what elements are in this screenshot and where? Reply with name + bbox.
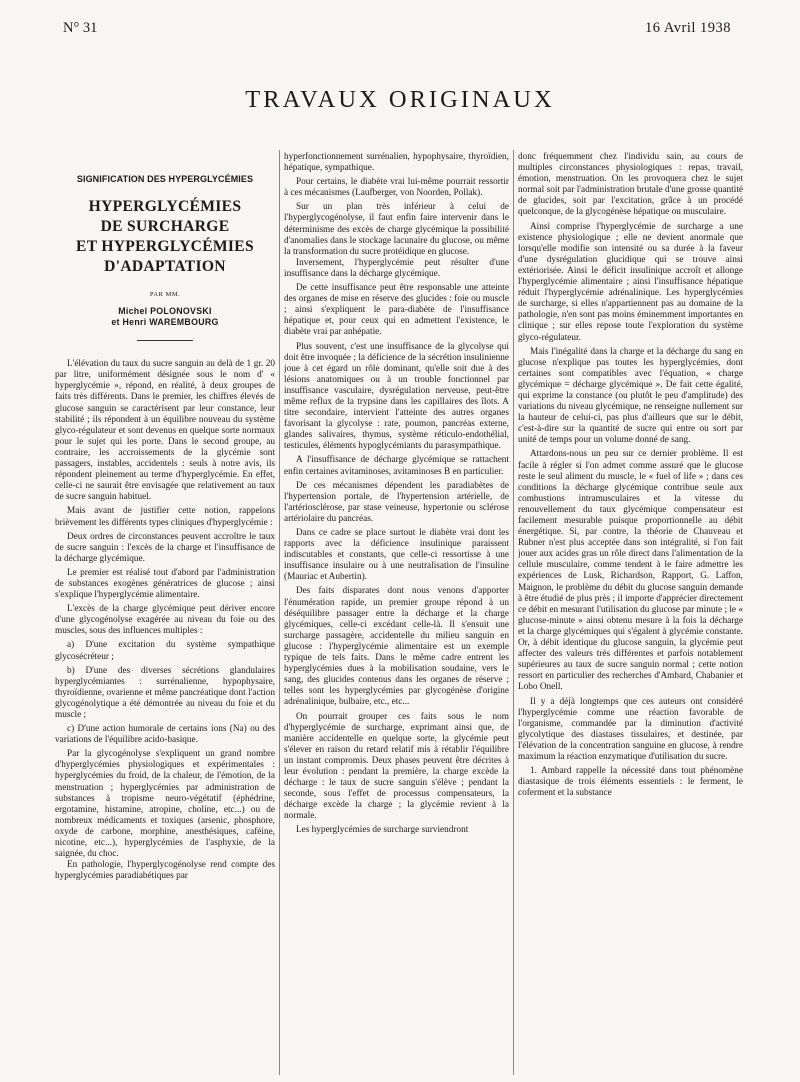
issue-number: N° 31 [63, 20, 98, 36]
paragraph: Des faits disparates dont nous venons d'apporter l'énumération rapide, un premier groupe répond à un déséquilibre passager entre la décharge et la charge glycémiques, celle-ci excédant celle-là. Il s'ensuit une surcharge passagère, accidentelle du milieu sanguin en glucose : l'hyperglycémie alimentaire est un exemple typique de tels faits. Dans le même cadre entrent les hyperglycémies dues à la mobilisation soudaine, vers le sang, des glucides contenus dans les organes de réserve ; telles sont les hyperglycémies par glycogénèse d'origine adrénalinique, bulbaire, etc., etc... [284, 586, 509, 708]
paragraph: Ainsi comprise l'hyperglycémie de surcharge a une existence physiologique ; elle ne devient anormale que lorsqu'elle modifie son intensité ou sa durée à la faveur d'une dysrégulation glucidique qui se trouve ainsi extériorisée. Ainsi le déficit insulinique accroît et allonge l'hyperglycémie alimentaire ; ainsi l'insuffisance hépatique réduit l'hyperglycémie adrénalinique. Les hyperglycémies de surcharge, si elles n'appartiennent pas au domaine de la pathologie, n'en sont pas moins éminemment importantes en clinique ; sur elles repose toute l'exploration du système glyco-régulateur. [518, 221, 743, 343]
column-3 [518, 152, 743, 1064]
column-1 [55, 163, 275, 1075]
section-title: TRAVAUX ORIGINAUX [245, 86, 555, 113]
author-1: Michel POLONOVSKI [118, 306, 212, 317]
column-1-body [55, 359, 275, 882]
paragraph: A l'insuffisance de décharge glycémique se rattachent enfin certaines avitaminoses, avitaminoses B en particulier. [284, 455, 509, 477]
paragraph: Le premier est réalisé tout d'abord par l'administration de substances exogènes génératrices de glucose ; ainsi s'explique l'hyperglycémie alimentaire. [55, 567, 275, 601]
paragraph: Il y a déjà longtemps que ces auteurs ont considéré l'hyperglycémie comme une réaction favorable de l'organisme, commandée par la diminution d'activité glycolytique des diastases tissulaires, et destinée, par l'élévation de la concentration sanguine en glucose, à rendre maximum la réaction enzymatique d'utilisation du sucre. [518, 696, 743, 762]
column-rule-2 [513, 150, 514, 1075]
issue-date: 16 Avril 1938 [645, 20, 731, 36]
author-2: et Henri WAREMBOURG [111, 317, 219, 328]
title-divider [137, 340, 193, 341]
column-2 [284, 152, 509, 1064]
paragraph: De cette insuffisance peut être responsable une atteinte des organes de mise en réserve des glucides : foie ou muscle ; ainsi s'expliquent le para-diabète de l'insuffisance hépatique et, pour ceux qui en admettent l'existence, le diabète vrai par anhépatie. [284, 283, 509, 338]
paragraph: Attardons-nous un peu sur ce dernier problème. Il est facile à régler si l'on admet comme assuré que le glucose reste le seul aliment du muscle, le « fuel of life » ; dans ces conditions la décharge glycémique contribue seule aux combustions intramusculaires et la vitesse du renouvellement du taux glycémique compensateur est facilement mesurable puisque proportionnelle au débit énergétique. Si, par contre, la théorie de Chauveau et Rubner n'est plus acceptée dans son intégralité, si l'on fait jouer aux acides gras un rôle direct dans l'alimentation de la cellule musculaire, comme tendent à le faire admettre les expériences de Lusk, Richardson, Rapport, G. Laffon, Maignon, le problème du débit du glucose sanguin demande à être étudié de plus près ; il importe d'apprécier directement ce débit en mesurant l'utilisation du glucose par minute ; le « glucose-minute » ainsi obtenu mesure à la fois la décharge et la charge glycémiques qui s'égalent à glycémie constante. Or, à débit identique du glucose sanguin, la glycémie peut affecter des valeurs très différentes et parfois notablement supérieures au taux de sucre sanguin normal ; cette notion ressort en particulier des recherches d'Ambard, Chabanier et Lobo Onell. [518, 449, 743, 693]
paragraph: 1. Ambard rappelle la nécessité dans tout phénomène diastasique de trois éléments essentiels : le ferment, le coferment et la substance [518, 766, 743, 799]
paragraph: L'élévation du taux du sucre sanguin au delà de 1 gr. 20 par litre, uniformément désignée sous le nom d' « hyperglycémie », répond, en réalité, à deux groupes de faits très différents. Dans le premier, les chiffres élevés de glucose sanguin se caractérisent par leur constance, leur stabilité ; ils répondent à un équilibre nouveau du système glyco-régulateur et sont devenus en quelque sorte normaux pour le sujet qui les porte. Dans le second groupe, au contraire, les accroissements de la glycémie sont passagers, instables, accidentels : seuls à notre avis, ils répondent pleinement au terme d'hyperglycémie. En effet, celle-ci ne saurait être envisagée que relativement au taux de sucre sanguin habituel. [55, 359, 275, 503]
paragraph: Mais l'inégalité dans la charge et la décharge du sang en glucose n'explique pas toutes les hyperglycémies, dont certaines sont compatibles avec l'équation, « charge glycémique = décharge glycémique ». De fait cette égalité, qui exprime la constance (ou plutôt le peu d'amplitude) des variations du niveau glycémique, ne renseigne nullement sur la hauteur de celui-ci, pas plus d'ailleurs que sur le débit, c'est-à-dire sur la quantité de sucre qui entre ou sort par unité de temps pour un volume donné de sang. [518, 346, 743, 446]
article-title-line: ET HYPERGLYCÉMIES [76, 238, 254, 256]
page-header [63, 20, 731, 40]
paragraph: Inversement, l'hyperglycémie peut résulter d'une insuffisance dans la décharge glycémique. [284, 257, 509, 279]
article-title-line: DE SURCHARGE [100, 218, 230, 236]
paragraph: donc fréquemment chez l'individu sain, au cours de multiples circonstances physiologiques : repas, travail, émotion, menstruation. On les provoquera chez le sujet normal soit par l'administration brutale d'une grosse quantité de glucides, soit par l'excitation, grâce à un procédé quelconque, de la glycogénèse hépatique ou musculaire. [518, 152, 743, 218]
byline-par: PAR MM. [149, 291, 181, 299]
paragraph: hyperfonctionnement surrénalien, hypophysaire, thyroïdien, hépatique, sympathique. [284, 152, 509, 174]
paragraph: c) D'une action humorale de certains ions (Na) ou des variations de l'équilibre acido-basique. [55, 724, 275, 746]
paragraph: De ces mécanismes dépendent les paradiabètes de l'hypertension portale, de l'hypertension artérielle, de l'artériosclérose, par stase veineuse, hypertonie ou sclérose artériolaire du pancréas. [284, 480, 509, 524]
paragraph: Mais avant de justifier cette notion, rappelons brièvement les différents types cliniques d'hyperglycémie : [55, 506, 275, 528]
paragraph: On pourrait grouper ces faits sous le nom d'hyperglycémie de surcharge, exprimant ainsi que, de manière accidentelle en quelque sorte, la glycémie peut s'élever en raison du retard relatif mis à rétablir l'équilibre un instant compromis. Deux phases peuvent être décrites à leur évolution : pendant la première, la charge excède la décharge : le taux de sucre sanguin s'élève ; pendant la seconde, sous l'effet de processus compensateurs, la décharge excède la charge ; la glycémie revient à la normale. [284, 711, 509, 822]
paragraph: Pour certains, le diabète vrai lui-même pourrait ressortir à ces mécanismes (Laufberger, von Noorden, Pollak). [284, 177, 509, 199]
paragraph: Plus souvent, c'est une insuffisance de la glycolyse qui doit être invoquée ; la déficience de la sécrétion insulinienne joue à cet égard un rôle dominant, qu'elle soit due à des lésions anatomiques ou à un trouble fonctionnel par insuffisance vasculaire, dysrégulation nerveuse, peut-être même reflux de la trypsine dans les capillaires des îlots. A titre secondaire, intervient l'atteinte des autres organes favorisant la glycolyse : rate, poumon, pancréas externe, glandes salivaires, thymus, système réticulo-endothélial, testicules, éléments hypoglycémiants du parasympathique. [284, 341, 509, 452]
paragraph: a) D'une excitation du système sympathique glycosécréteur ; [55, 640, 275, 662]
paragraph: L'excès de la charge glycémique peut dériver encore d'une glycogénolyse exagérée au niveau du foie ou des muscles, sous des influences multiples : [55, 604, 275, 637]
paragraph: b) D'une des diverses sécrétions glandulaires hyperglycémiantes : surrénalienne, hypophysaire, thyroïdienne, ovarienne et même pancréatique dont l'action glycogénolytique a été démontrée au niveau du foie et du muscle ; [55, 665, 275, 720]
article-kicker: SIGNIFICATION DES HYPERGLYCÉMIES [76, 174, 254, 184]
article-title-line: HYPERGLYCÉMIES [88, 198, 242, 216]
paragraph: Deux ordres de circonstances peuvent accroître le taux de sucre sanguin : l'excès de la charge et l'insuffisance de la décharge glycémique. [55, 531, 275, 564]
paragraph: Par la glycogénolyse s'expliquent un grand nombre d'hyperglycémies physiologiques et expérimentales : hyperglycémies du froid, de la chaleur, de l'émotion, de la menstruation ; hyperglycémies par administration de substances à tropisme neuro-végétatif (éphédrine, ergotamine, histamine, atropine, choline, etc...) ou de nombreux médicaments et toxiques (arsenic, phosphore, oxyde de carbone, morphine, anesthésiques, caféine, nicotine, etc...), hyperglycémies de l'asphyxie, de la saignée, du choc. [55, 749, 275, 860]
paragraph: En pathologie, l'hyperglycogénolyse rend compte des hyperglycémies paradiabétiques par [55, 860, 275, 882]
article-title [55, 197, 275, 277]
paragraph: Dans ce cadre se place surtout le diabète vrai dont les rapports avec la déficience insulinique paraissent indiscutables et constants, que celle-ci ressortisse à une insuffisance insulaire ou à une neutralisation de l'insuline (Mauriac et Aubertin). [284, 528, 509, 583]
article-title-line: D'ADAPTATION [104, 258, 226, 276]
column-rule-1 [279, 150, 280, 1075]
paragraph: Les hyperglycémies de surcharge surviendront [296, 825, 469, 836]
paragraph: Sur un plan très inférieur à celui de l'hyperglycogénolyse, il faut enfin faire intervenir dans le déterminisme des excès de charge glycémique la possibilité d'anomalies dans le stockage lacunaire du glucose, ou même la transformation du sucre protéidique en glucose. [284, 202, 509, 257]
